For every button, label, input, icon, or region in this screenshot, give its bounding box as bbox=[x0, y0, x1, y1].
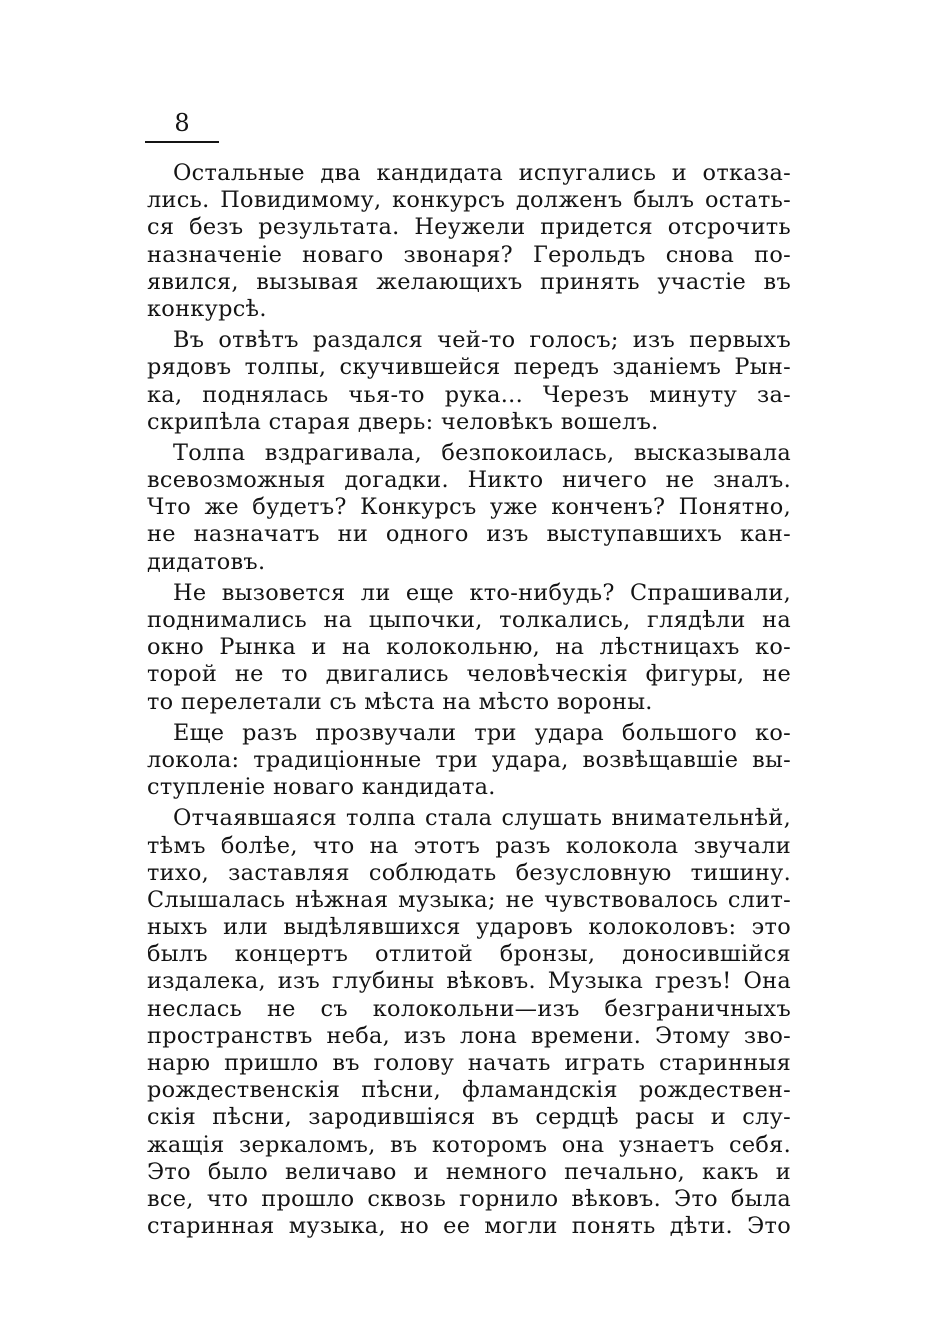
text-line: Остальные два кандидата испугались и отказа- bbox=[173, 160, 791, 186]
text-line: нарю пришло въ голову начать играть старинныя bbox=[147, 1050, 791, 1076]
text-line: скрипѣла старая дверь: человѣкъ вошелъ. bbox=[147, 408, 659, 435]
text-line: жащія зеркаломъ, въ которомъ она узнаетъ себя. bbox=[147, 1131, 791, 1158]
text-line: не назначатъ ни одного изъ выступавшихъ кан- bbox=[147, 521, 791, 548]
text-line: то перелетали съ мѣста на мѣсто вороны. bbox=[147, 688, 653, 715]
text-line: рядовъ толпы, скучившейся передъ зданіемъ Рын- bbox=[147, 354, 791, 381]
text-line: все, что прошло сквозь горнило вѣковъ. Это была bbox=[147, 1185, 791, 1212]
text-line: Что же будетъ? Конкурсъ уже конченъ? Понятно, bbox=[147, 494, 791, 521]
header-rule bbox=[145, 141, 219, 143]
text-line: ся безъ результата. Неужели придется отсрочить bbox=[147, 214, 791, 241]
paragraph bbox=[147, 720, 791, 802]
text-line: ныхъ или выдѣлявшихся ударовъ колоколовъ: это bbox=[147, 914, 791, 941]
text-line: Еще разъ прозвучали три удара большого ко- bbox=[173, 719, 791, 746]
paragraph bbox=[147, 580, 791, 716]
text-line: Слышалась нѣжная музыка; не чувствовалось слит- bbox=[147, 886, 791, 913]
text-line: Это было величаво и немного печально, какъ и bbox=[147, 1158, 791, 1185]
text-line: тѣмъ болѣе, что на этотъ разъ колокола звучали bbox=[147, 832, 791, 859]
page-number: 8 bbox=[174, 109, 190, 137]
page-header bbox=[145, 108, 219, 148]
body-text bbox=[147, 160, 791, 1244]
text-line: Толпа вздрагивала, безпокоилась, высказывала bbox=[173, 439, 791, 466]
text-line: дидатовъ. bbox=[147, 548, 266, 575]
paragraph bbox=[147, 440, 791, 576]
text-line: конкурсѣ. bbox=[147, 295, 267, 322]
text-line: торой не то двигались человѣческія фигуры, не bbox=[147, 661, 791, 688]
text-line: неслась не съ колокольни—изъ безграничныхъ bbox=[147, 995, 791, 1022]
text-line: Отчаявшаяся толпа стала слушать внимательнѣй, bbox=[173, 805, 791, 832]
text-line: локола: традиціонные три удара, возвѣщавшіе вы- bbox=[147, 746, 791, 773]
text-line: былъ концертъ отлитой бронзы, доносившійся bbox=[147, 941, 791, 968]
text-line: ступленіе новаго кандидата. bbox=[147, 774, 496, 801]
paragraph bbox=[147, 327, 791, 436]
text-line: рождественскія пѣсни, фламандскія рождествен- bbox=[147, 1077, 791, 1104]
text-line: старинная музыка, но ее могли понять дѣти. Это bbox=[147, 1213, 791, 1240]
text-line: лись. Повидимому, конкурсъ долженъ былъ остать- bbox=[147, 187, 791, 214]
text-line: тихо, заставляя соблюдать безусловную тишину. bbox=[147, 859, 791, 886]
text-line: Не вызовется ли еще кто-нибудь? Спрашивали, bbox=[173, 579, 791, 606]
text-line: назначеніе новаго звонаря? Герольдъ снова по- bbox=[147, 241, 791, 268]
text-line: всевозможныя догадки. Никто ничего не зналъ. bbox=[147, 467, 791, 494]
text-line: пространствъ неба, изъ лона времени. Этому зво- bbox=[147, 1022, 791, 1049]
text-line: ка, поднялась чья-то рука... Черезъ минуту за- bbox=[147, 381, 791, 408]
text-line: окно Рынка и на колокольню, на лѣстницахъ ко- bbox=[147, 634, 791, 661]
text-line: издалека, изъ глубины вѣковъ. Музыка грезъ! Она bbox=[147, 968, 791, 995]
paragraph bbox=[147, 160, 791, 323]
text-line: явился, вызывая желающихъ принять участіе въ bbox=[147, 268, 791, 295]
text-line: Въ отвѣтъ раздался чей-то голосъ; изъ первыхъ bbox=[173, 327, 791, 354]
text-line: скія пѣсни, зародившіяся въ сердцѣ расы и слу- bbox=[147, 1104, 791, 1131]
text-line: поднимались на цыпочки, толкались, глядѣли на bbox=[147, 607, 791, 633]
paragraph bbox=[147, 805, 791, 1240]
